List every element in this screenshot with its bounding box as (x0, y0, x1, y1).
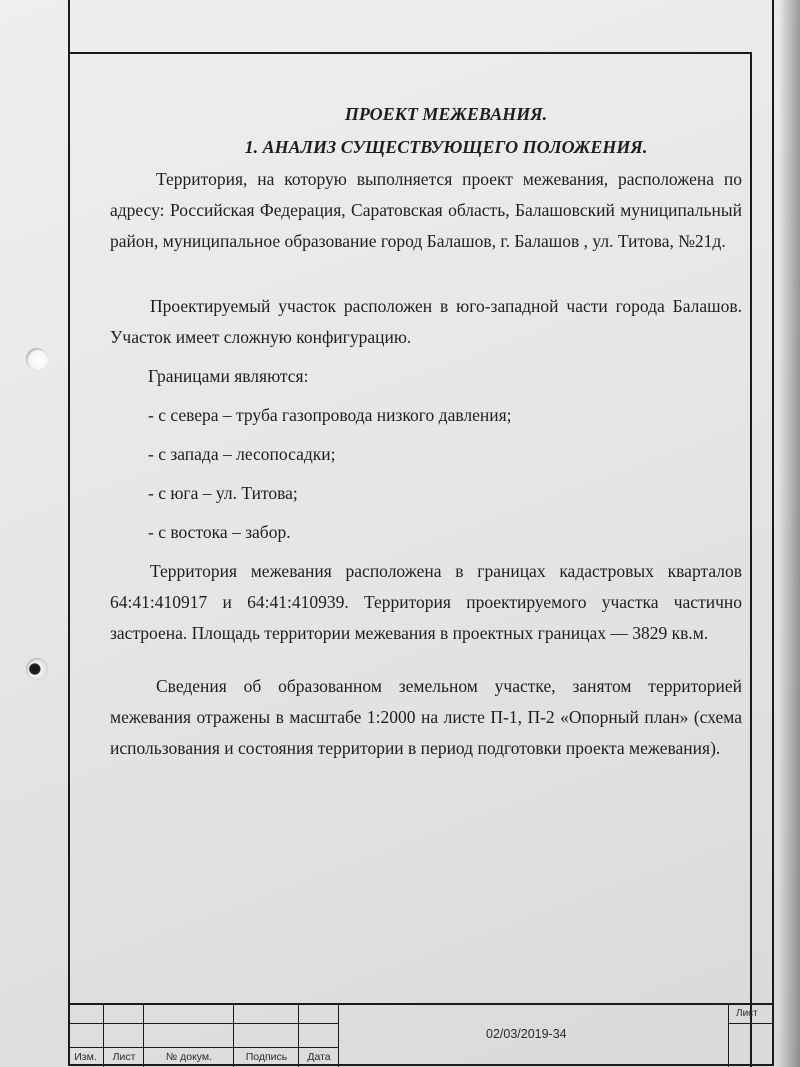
punch-hole-icon (26, 658, 48, 680)
title-block-stamp (68, 1003, 772, 1067)
border-north: - с севера – труба газопровода низкого давления; (148, 405, 512, 425)
paragraph-cadastral: Территория межевания расположена в границах кадастровых кварталов 64:41:410917 и 64:41:410939. Территория проектируемого участка частично застроена. Площадь территории межевания в проектных границах — 3829 кв.м. (110, 561, 742, 643)
document-title: ПРОЕКТ МЕЖЕВАНИЯ. (344, 104, 548, 124)
borders-intro: Границами являются: (148, 366, 309, 386)
paragraph-info: Сведения об образованном земельном участке, занятом территорией межевания отражены в масштабе 1:2000 на листе П-1, П-2 «Опорный план» (схема использования и состояния территории в период подготовки проекта межевания). (110, 676, 742, 758)
border-east: - с востока – забор. (148, 522, 291, 542)
stamp-label-list: Лист (112, 1051, 136, 1063)
document-code: 02/03/2019-34 (486, 1027, 567, 1041)
stamp-label-doc-number: № докум. (165, 1051, 213, 1063)
paragraph-address: Территория, на которую выполняется проект межевания, расположена по адресу: Российская Федерация, Саратовская область, Балашовский муниципальный район, муниципальное образование город Балашов, г. Балашов , ул. Титова, №21д. (110, 169, 742, 251)
border-south: - с юга – ул. Титова; (148, 483, 298, 503)
document-body (110, 98, 742, 764)
stamp-label-date: Дата (307, 1051, 331, 1063)
punch-hole-icon (26, 348, 48, 370)
paragraph-location: Проектируемый участок расположен в юго-западной части города Балашов. Участок имеет сложную конфигурацию. (110, 296, 742, 347)
stamp-label-signature: Подпись (245, 1051, 288, 1063)
sheet-label: Лист (736, 1008, 758, 1019)
frame-inner-right-line (750, 52, 752, 1067)
stamp-label-izm: Изм. (74, 1051, 97, 1063)
border-west: - с запада – лесопосадки; (148, 444, 336, 464)
frame-top-line (68, 52, 750, 54)
section-heading: 1. АНАЛИЗ СУЩЕСТВУЮЩЕГО ПОЛОЖЕНИЯ. (244, 137, 648, 157)
page-edge-shadow (778, 0, 800, 1067)
